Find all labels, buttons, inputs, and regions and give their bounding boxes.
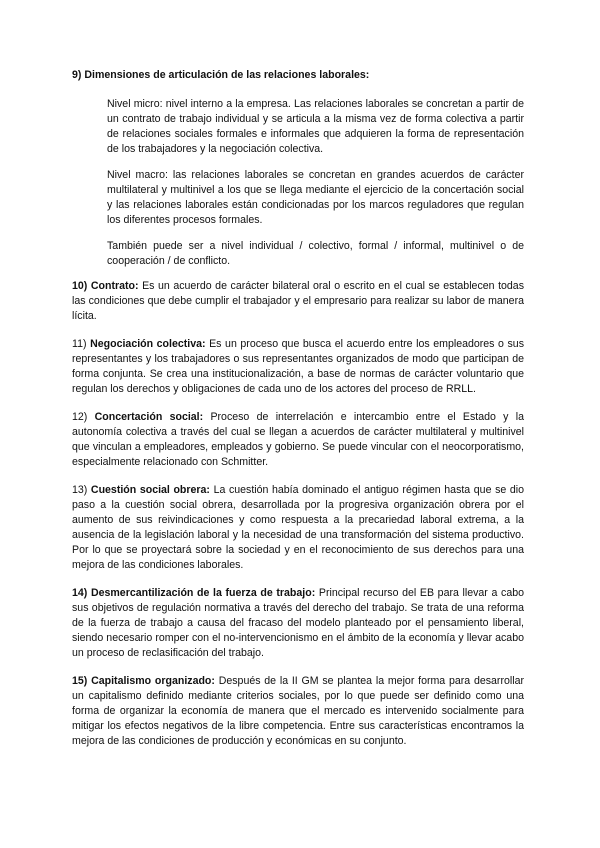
section-15-term: 15) Capitalismo organizado: [72, 675, 215, 687]
micro-level-paragraph: Nivel micro: nivel interno a la empresa. Las relaciones laborales se concretan a partir de un contrato de trabajo individual y se articula a la misma vez de forma colectiva a partir de relaciones sociales formales e informales que adquieren la forma de representación de los trabajadores y la negociación colectiva. [107, 98, 524, 155]
section-10-contrato [72, 279, 524, 324]
section-13-number: 13) [72, 484, 91, 496]
section-13-cuestion [72, 483, 524, 573]
document-page [72, 68, 524, 749]
section-15-text: Después de la II GM se plantea la mejor forma para desarrollar un capitalismo definido mediante criterios sociales, por lo que puede ser definido como una forma de organizar la economía de manera que el mercado es intervenido socialmente para mitigar los efectos negativos de la libre competencia. Entre sus características encontramos la mejora de las condiciones de producción y económicas en su conjunto. [72, 675, 524, 747]
section-12-number: 12) [72, 411, 95, 423]
section-13-term: Cuestión social obrera: [90, 484, 210, 496]
section-11-negociacion [72, 337, 524, 397]
section-9-body [107, 97, 524, 269]
section-12-term: Concertación social: [94, 411, 204, 423]
section-11-term: Negociación colectiva: [90, 338, 206, 350]
section-15-capitalismo [72, 674, 524, 749]
section-13-text: La cuestión había dominado el antiguo régimen hasta que se dio paso a la cuestión social obrera, desarrollada por la progresiva organización obrera por el aumento de sus reivindicaciones y como respuesta a la precariedad laboral extrema, a la ausencia de la legislación laboral y la necesidad de una transformación del sistema productivo. Por lo que se proyectará sobre la sociedad y en el reconocimiento de sus derechos para una mejora de las condiciones laborales. [72, 484, 524, 571]
section-10-text: Es un acuerdo de carácter bilateral oral o escrito en el cual se establecen todas las condiciones que debe cumplir el trabajador y el empresario para realizar su labor de manera lícita. [72, 280, 524, 322]
section-14-term: 14) Desmercantilización de la fuerza de trabajo: [72, 587, 316, 599]
section-12-concertacion [72, 410, 524, 470]
macro-level-paragraph: Nivel macro: las relaciones laborales se concretan en grandes acuerdos de carácter multilateral y multinivel a los que se llega mediante el ejercicio de la concertación social y las relaciones laborales están condicionadas por los marcos reguladores que regulan los diferentes procesos formales. [107, 169, 524, 226]
section-14-text: Principal recurso del EB para llevar a cabo sus objetivos de regulación normativa a través del derecho del trabajo. Se trata de una reforma de la fuerza de trabajo a causa del fracaso del modelo planteado por el pensamiento liberal, siendo necesario romper con el no-intervencionismo en el ámbito de la economía y llevar acabo un proceso de reclasificación del trabajo. [72, 587, 524, 659]
section-12-text: Proceso de interrelación e intercambio entre el Estado y la autonomía colectiva a través del cual se llegan a acuerdos de carácter multilateral y multinivel que vinculan a empleadores, empleados y gobierno. Se puede vincular con el neocorporatismo, especialmente relacionado con Schmitter. [72, 411, 524, 468]
other-levels-paragraph: También puede ser a nivel individual / colectivo, formal / informal, multinivel o de cooperación / de conflicto. [107, 240, 524, 267]
section-10-term: 10) Contrato: [72, 280, 139, 292]
section-11-text: Es un proceso que busca el acuerdo entre los empleadores o sus representantes y los trabajadores o sus representantes organizados de modo que participan de forma conjunta. Se crea una institucionalización, a base de normas de carácter voluntario que regulan los derechos y obligaciones de cada uno de los actores del proceso de RRLL. [72, 338, 524, 395]
section-9-title: 9) Dimensiones de articulación de las relaciones laborales: [72, 69, 370, 81]
section-14-desmercantilizacion [72, 586, 524, 661]
section-11-number: 11) [72, 338, 91, 350]
